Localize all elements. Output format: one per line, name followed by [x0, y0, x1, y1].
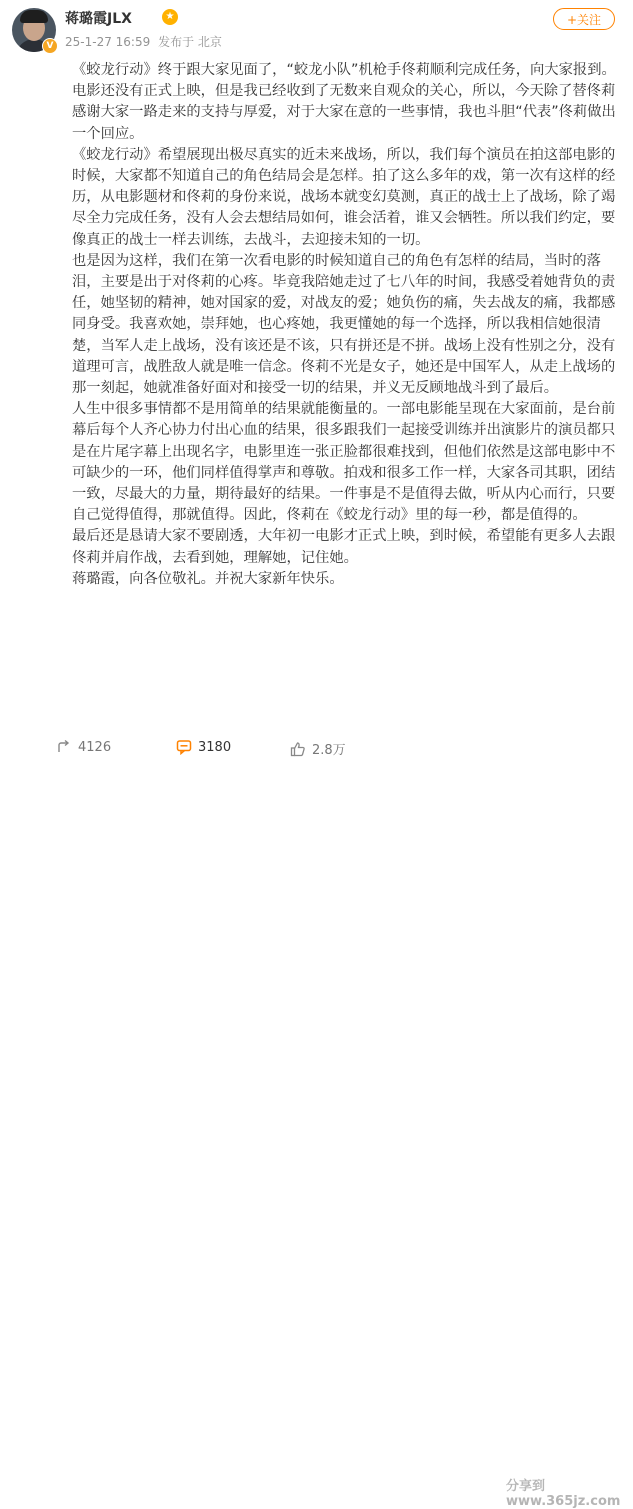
- post-paragraph: 电影还没有正式上映，但是我已经收到了无数来自观众的关心，所以，今天除了替佟莉感谢大家一路走来的支持与厚爱，对于大家在意的一些事情，我也斗胆“代表”佟莉做出一个回应。: [72, 83, 616, 142]
- post-paragraph: 《蛟龙行动》希望展现出极尽真实的近未来战场，所以，我们每个演员在拍这部电影的时候，大家都不知道自己的角色结局会是怎样。拍了这么多年的戏，第一次有这样的经历，从电影题材和佟莉的身份来说，战场本就变幻莫测，真正的战士上了战场，除了竭尽全力完成任务，没有人会去想结局如何，谁会活着，谁又会牺牲。所以我们约定，要像真正的战士一样去训练，去战斗，去迎接未知的一切。: [72, 146, 616, 248]
- share-icon: [56, 739, 72, 755]
- follow-button[interactable]: +关注: [553, 8, 615, 30]
- action-bar: [0, 733, 633, 1509]
- comment-count: 3180: [198, 739, 232, 755]
- post-paragraph: 最后还是恳请大家不要剧透，大年初一电影才正式上映，到时候，希望能有更多人去跟佟莉并肩作战，去看到她，理解她，记住她。: [72, 528, 616, 566]
- post-meta: [65, 33, 226, 50]
- post-paragraph: 人生中很多事情都不是用简单的结果就能衡量的。一部电影能呈现在大家面前，是台前幕后每个人齐心协力付出心血的结果，很多跟我们一起接受训练并出演影片的演员都只是在片尾字幕上出现名字，电影里连一张正脸都很难找到，但他们依然是这部电影中不可缺少的一环，他们同样值得掌声和尊敬。拍戏和很多工作一样，大家各司其职，团结一致，尽最大的力量，期待最好的结果。一件事是不是值得去做，听从内心而行，只要自己觉得值得，那就值得。因此，佟莉在《蛟龙行动》里的每一秒，都是值得的。: [72, 401, 616, 524]
- verified-icon: V: [42, 38, 58, 54]
- like-button[interactable]: [290, 739, 346, 758]
- site-watermark: 分享到 www.365jz.com: [506, 1479, 621, 1509]
- share-button[interactable]: [56, 739, 111, 755]
- post-header: [0, 0, 633, 60]
- post-paragraph: 也是因为这样，我们在第一次看电影的时候知道自己的角色有怎样的结局，当时的落泪，主要是出于对佟莉的心疼。毕竟我陪她走过了七八年的时间，我感受着她背负的责任，她坚韧的精神，她对国家的爱，对战友的爱；她负伤的痛，失去战友的痛，我都感同身受。我喜欢她，崇拜她，也心疼她，我更懂她的每一个选择，所以我相信她很清楚，当军人走上战场，没有该还是不该，只有拼还是不拼。战场上没有性别之分，没有道理可言，战胜敌人就是唯一信念。佟莉不光是女子，她还是中国军人，从走上战场的那一刻起，她就准备好面对和接受一切的结果，并义无反顾地战斗到了最后。: [72, 252, 616, 397]
- post-paragraph: 《蛟龙行动》终于跟大家见面了，“蛟龙小队”机枪手佟莉顺利完成任务，向大家报到。: [72, 62, 616, 78]
- like-count: 2.8万: [312, 743, 346, 758]
- username[interactable]: 蒋璐霞JLX: [65, 11, 132, 27]
- share-count: 4126: [78, 739, 112, 755]
- post-source: 发布于 北京: [158, 35, 222, 49]
- comment-button[interactable]: [176, 739, 231, 755]
- thumbs-up-icon: [290, 741, 306, 757]
- avatar-hair: [20, 10, 48, 23]
- post-timestamp: 25-1-27 16:59: [65, 35, 151, 49]
- member-badge-icon: ★: [162, 9, 178, 25]
- post-content: [72, 60, 620, 590]
- post-paragraph: 蒋璐霞，向各位敬礼。并祝大家新年快乐。: [72, 570, 344, 587]
- comment-icon: [176, 739, 192, 755]
